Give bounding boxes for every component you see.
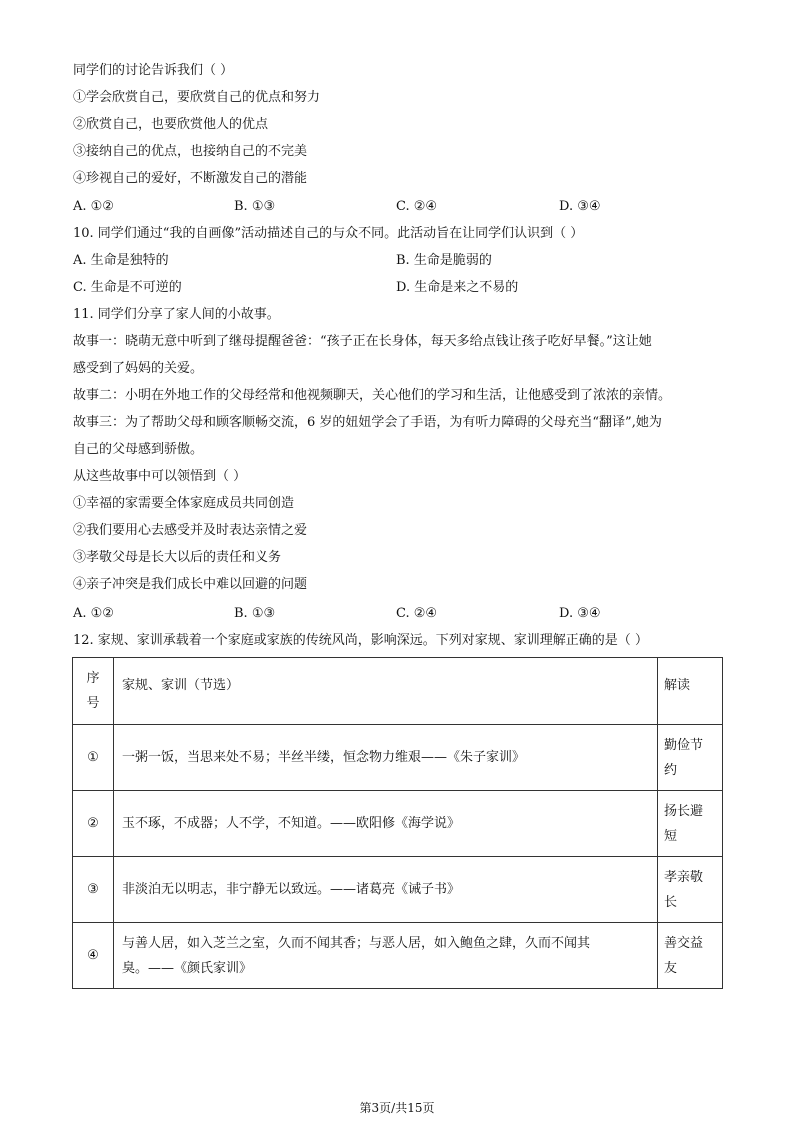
row-meaning-line1: 孝亲敬 [664, 869, 704, 885]
row-meaning-cell [658, 857, 723, 923]
row-meaning-line2: 约 [664, 762, 678, 778]
header-meaning: 解读 [664, 677, 691, 693]
row-meaning-cell [658, 725, 723, 791]
row-content-cell [114, 791, 658, 857]
q11-story3-line2: 自己的父母感到骄傲。 [73, 442, 204, 457]
row-number: ② [73, 791, 114, 857]
q11-story1-line2: 感受到了妈妈的关爱。 [73, 361, 204, 376]
row-meaning-line1: 勤俭节 [664, 737, 704, 753]
table-row [73, 791, 723, 857]
q10-option-a: A. 生命是独特的 [73, 253, 169, 268]
page-number-footer: 第3页/共15页 [359, 1101, 435, 1115]
row-content-line2: 臭。——《颜氏家训》 [122, 960, 253, 976]
q11-option-a: A. ①② [73, 606, 114, 621]
row-meaning-line2: 长 [664, 894, 678, 910]
q11-story3-line1: 故事三：为了帮助父母和顾客顺畅交流，6 岁的妞妞学会了手语，为有听力障碍的父母充当“翻译”,她为 [73, 415, 662, 430]
header-number-line2: 号 [86, 696, 100, 711]
q9-option-d: D. ③④ [559, 199, 601, 214]
q10-option-b: B. 生命是脆弱的 [396, 253, 492, 268]
row-content-cell [114, 923, 658, 989]
q10-stem: 10. 同学们通过“我的自画像”活动描述自己的与众不同。此活动旨在让同学们认识到（ ） [73, 226, 584, 241]
header-number-line1: 序 [86, 671, 100, 686]
q11-item-1: ①幸福的家需要全体家庭成员共同创造 [73, 496, 295, 511]
q9-option-a: A. ①② [73, 199, 114, 214]
q11-stem: 11. 同学们分享了家人间的小故事。 [73, 307, 280, 322]
row-content-line1: 与善人居，如入芝兰之室，久而不闻其香；与恶人居，如入鲍鱼之肆，久而不闻其 [122, 935, 591, 951]
row-meaning-cell [658, 923, 723, 989]
q9-item-4: ④珍视自己的爱好，不断激发自己的潜能 [73, 171, 308, 186]
row-content-cell [114, 725, 658, 791]
q11-option-d: D. ③④ [559, 606, 601, 621]
row-content: 玉不琢，不成器；人不学，不知道。——欧阳修《海学说》 [122, 816, 461, 831]
q11-item-4: ④亲子冲突是我们成长中难以回避的问题 [73, 577, 308, 592]
q11-option-b: B. ①③ [234, 606, 276, 621]
q11-story2: 故事二：小明在外地工作的父母经常和他视频聊天，关心他们的学习和生活，让他感受到了浓浓的亲情。 [73, 388, 672, 403]
table-row [73, 857, 723, 923]
q11-question: 从这些故事中可以领悟到（ ） [73, 469, 247, 484]
header-number-cell [73, 658, 114, 725]
row-content-cell [114, 857, 658, 923]
row-meaning-line2: 短 [664, 828, 678, 844]
header-content-cell [114, 658, 658, 725]
q9-stem: 同学们的讨论告诉我们（ ） [73, 63, 234, 78]
q10-option-d: D. 生命是来之不易的 [396, 280, 519, 295]
q11-option-c: C. ②④ [396, 606, 438, 621]
header-meaning-cell [658, 658, 723, 725]
q9-option-c: C. ②④ [396, 199, 438, 214]
row-meaning-line2: 友 [664, 960, 678, 976]
q9-item-1: ①学会欣赏自己，要欣赏自己的优点和努力 [73, 90, 321, 105]
family-rules-table [72, 657, 723, 989]
q11-item-2: ②我们要用心去感受并及时表达亲情之爱 [73, 523, 308, 538]
q12-stem: 12. 家规、家训承载着一个家庭或家族的传统风尚，影响深远。下列对家规、家训理解正确的是（ ） [73, 633, 648, 648]
row-number: ④ [73, 923, 114, 989]
row-number: ③ [73, 857, 114, 923]
q9-option-b: B. ①③ [234, 199, 276, 214]
row-number: ① [73, 725, 114, 791]
row-meaning-cell [658, 791, 723, 857]
table-header-row [73, 658, 723, 725]
table-row [73, 923, 723, 989]
row-meaning-line1: 扬长避 [664, 803, 704, 819]
q9-item-3: ③接纳自己的优点，也接纳自己的不完美 [73, 144, 308, 159]
q10-option-c: C. 生命是不可逆的 [73, 280, 182, 295]
row-content: 非淡泊无以明志，非宁静无以致远。——诸葛亮《诫子书》 [122, 882, 461, 897]
q9-item-2: ②欣赏自己，也要欣赏他人的优点 [73, 117, 269, 132]
header-content: 家规、家训（节选） [122, 677, 240, 693]
table-row [73, 725, 723, 791]
row-meaning-line1: 善交益 [664, 935, 704, 951]
q11-story1-line1: 故事一：晓萌无意中听到了继母提醒爸爸：“孩子正在长身体，每天多给点钱让孩子吃好早餐。”这让她 [73, 334, 652, 349]
row-content: 一粥一饭，当思来处不易；半丝半缕，恒念物力维艰——《朱子家训》 [122, 750, 526, 765]
q11-item-3: ③孝敬父母是长大以后的责任和义务 [73, 550, 282, 565]
